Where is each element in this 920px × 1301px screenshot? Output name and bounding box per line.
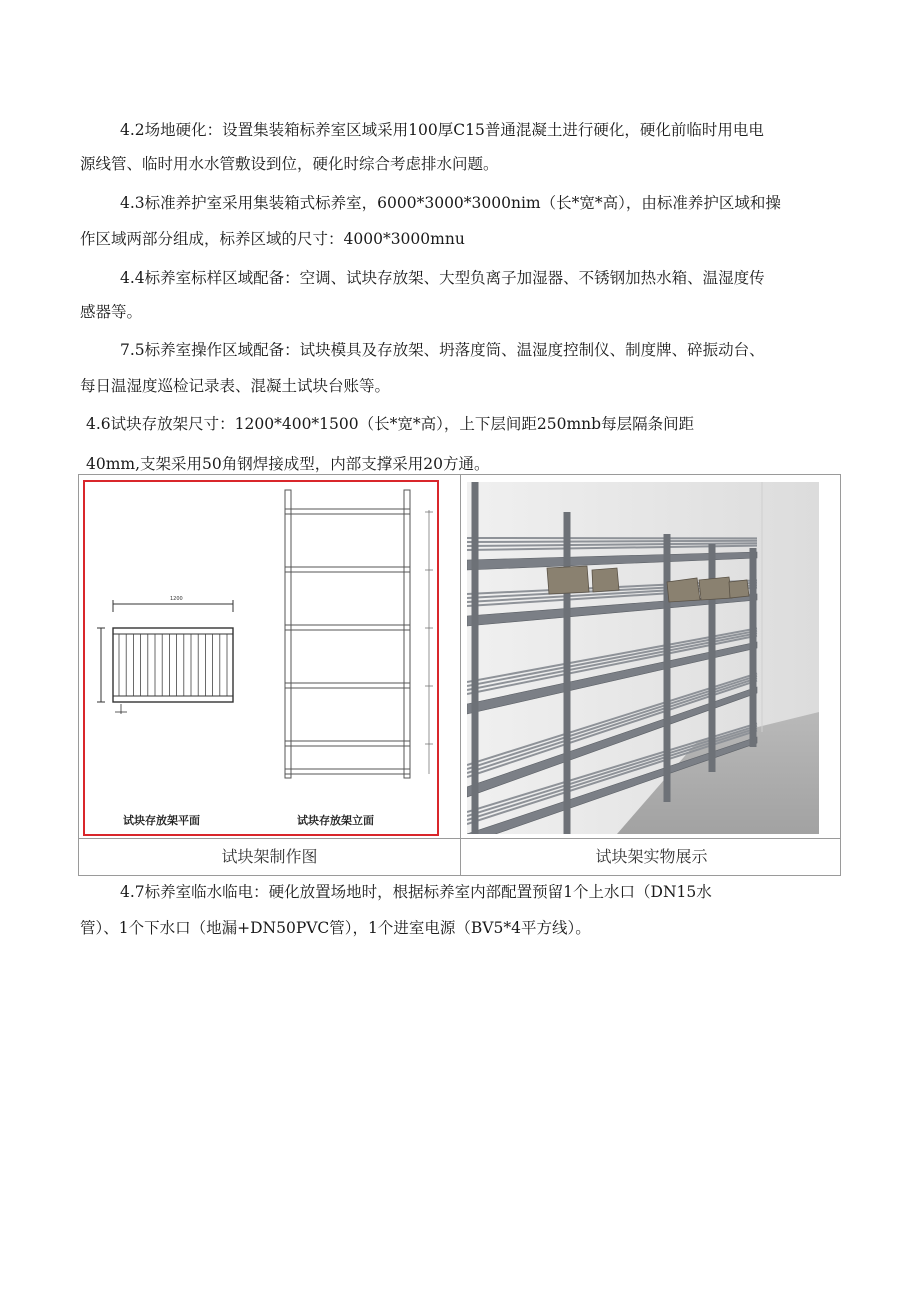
elevation-shelf xyxy=(285,769,410,774)
para-4-7-line-1: 4.7标养室临水临电：硬化放置场地时，根据标养室内部配置预留1个上水口（DN15水 xyxy=(120,883,712,901)
figure-divider-horizontal xyxy=(79,838,840,839)
elevation-shelf xyxy=(285,625,410,630)
elevation-shelf xyxy=(285,741,410,746)
figure-divider-vertical xyxy=(460,475,461,875)
para-4-4-line-1: 4.4标养室标样区域配备：空调、试块存放架、大型负离子加湿器、不锈钢加热水箱、温湿度传 xyxy=(120,269,765,287)
elevation-shelf xyxy=(285,509,410,514)
para-7-5-line-2: 每日温湿度巡检记录表、混凝土试块台账等。 xyxy=(80,377,391,395)
para-4-4-line-2: 感器等。 xyxy=(80,303,143,321)
elevation-shelf xyxy=(285,567,410,572)
para-4-3-line-1: 4.3标准养护室采用集装箱式标养室，6000*3000*3000nim（长*宽*高），由标准养护区域和操 xyxy=(120,194,781,212)
shelf-drawing-svg xyxy=(85,482,436,833)
svg-text:1200: 1200 xyxy=(170,596,183,602)
para-4-6-line-2: 40mm,支架采用50角钢焊接成型，内部支撑采用20方通。 xyxy=(86,455,490,473)
elevation-shelf xyxy=(285,683,410,688)
left-figure-caption: 试块架制作图 xyxy=(221,847,318,866)
shelf-drawing xyxy=(83,480,439,836)
para-4-2-line-1: 4.2场地硬化：设置集装箱标养室区域采用100厚C15普通混凝土进行硬化，硬化前临时用电电 xyxy=(120,121,764,139)
plan-view-label: 试块存放架平面 xyxy=(123,814,200,827)
para-4-3-line-2: 作区域两部分组成，标养区域的尺寸：4000*3000mnu xyxy=(80,230,465,248)
para-4-2-line-2: 源线管、临时用水水管敷设到位，硬化时综合考虑排水问题。 xyxy=(80,155,499,173)
para-7-5-line-1: 7.5标养室操作区域配备：试块模具及存放架、坍落度筒、温湿度控制仪、制度牌、碎振动台、 xyxy=(120,341,765,359)
right-figure-caption: 试块架实物展示 xyxy=(595,847,708,866)
shelf-photo-svg xyxy=(467,482,819,834)
photo-shelf-slat xyxy=(467,541,757,542)
shelf-photo xyxy=(467,482,819,834)
para-4-7-line-2: 管）、1个下水口（地漏+DN50PVC管），1个进室电源（BV5*4平方线）。 xyxy=(80,919,591,937)
elevation-view-label: 试块存放架立面 xyxy=(297,814,374,827)
figure-table xyxy=(78,474,841,876)
para-4-6-line-1: 4.6试块存放架尺寸：1200*400*1500（长*宽*高），上下层间距250mnb每层隔条间距 xyxy=(86,415,695,433)
